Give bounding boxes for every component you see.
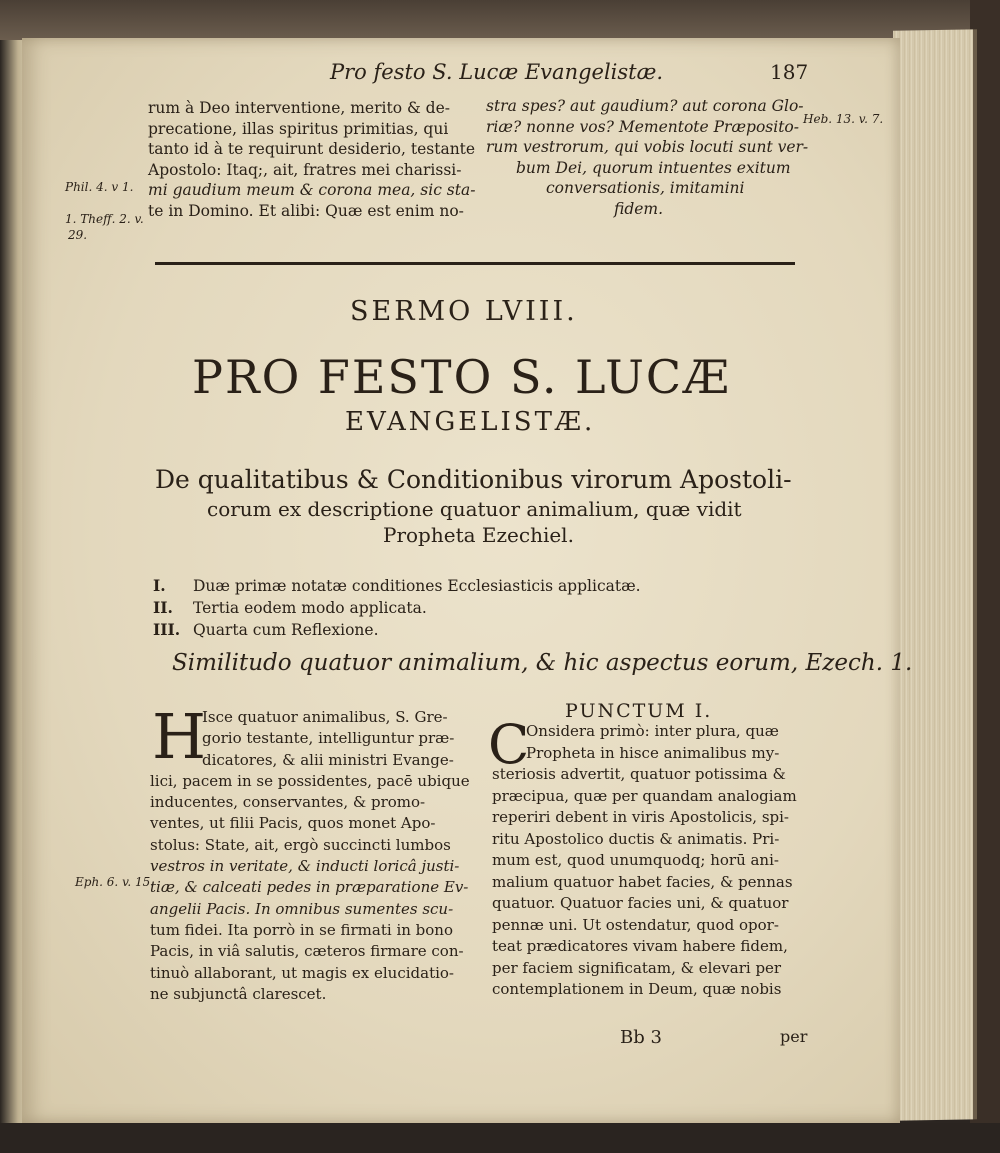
text-line: fidem.: [614, 199, 664, 218]
catchword: per: [780, 1027, 808, 1046]
outline-item: [153, 619, 641, 641]
margin-note-thess-num: 29.: [68, 228, 88, 242]
text-line: bum Dei, quorum intuentes exitum: [516, 158, 791, 177]
text-line: tinuò allaborant, ut magis ex elucidatio-: [150, 963, 454, 982]
body-left-column: [150, 700, 470, 1005]
punctum-heading: PUNCTUM I.: [565, 700, 713, 722]
body-right-column: [492, 721, 797, 1001]
outline-item: [153, 575, 641, 597]
page-number: 187: [770, 60, 809, 84]
book-cover-top: [0, 0, 1000, 40]
outline-item: [153, 597, 641, 619]
sermon-title: PRO FESTO S. LUCÆ: [192, 350, 732, 404]
text-line: Propheta in hisce animalibus my-: [526, 743, 780, 762]
text-line: Isce quatuor animalibus, S. Gre-: [202, 708, 448, 726]
dropcap-c: C: [488, 713, 530, 776]
text-line: stra spes? aut gaudium? aut corona Glo-: [486, 97, 804, 115]
running-title: Pro festo S. Lucæ Evangelistæ.: [330, 60, 664, 84]
text-line: pennæ uni. Ut ostendatur, quod opor-: [492, 915, 779, 934]
text-line: teat prædicatores vivam habere fidem,: [492, 937, 788, 955]
outline-text: Duæ primæ notatæ conditiones Ecclesiasticis applicatæ.: [193, 577, 641, 595]
sermon-subtitle: EVANGELISTÆ.: [345, 407, 596, 437]
outline-number: II.: [153, 598, 173, 617]
margin-note-eph: Eph. 6. v. 15.: [75, 875, 155, 889]
text-line: lici, pacem in se possidentes, pacē ubique: [150, 771, 470, 790]
text-line: te in Domino. Et alibi: Quæ est enim no-: [148, 201, 464, 220]
text-line: ne subjunctâ clarescet.: [150, 984, 327, 1003]
top-right-column: [486, 96, 808, 219]
text-line: inducentes, conservantes, & promo-: [150, 793, 426, 812]
text-line: tum fidei. Ita porrò in se firmati in bono: [150, 920, 453, 939]
text-line: steriosis advertit, quatuor potissima &: [492, 765, 786, 783]
page-fore-edge: [893, 29, 977, 1120]
text-line: mi gaudium meum & corona mea, sic sta-: [148, 181, 476, 199]
sermon-description-line-3: Propheta Ezechiel.: [383, 523, 574, 547]
text-line: Onsidera primò: inter plura, quæ: [526, 722, 779, 740]
section-rule: [155, 262, 795, 265]
text-line: rum à Deo interventione, merito & de-: [148, 99, 451, 117]
text-line: precatione, illas spiritus primitias, qui: [148, 119, 449, 138]
text-line: angelii Pacis. In omnibus sumentes scu-: [150, 899, 454, 918]
text-line: tiæ, & calceati pedes in præparatione Ev-: [150, 878, 469, 897]
text-line: Pacis, in viâ salutis, cæteros firmare con-: [150, 942, 464, 961]
outline-number: III.: [153, 620, 181, 639]
text-line: stolus: State, ait, ergò succincti lumbos: [150, 835, 451, 854]
text-line: dicatores, & alii ministri Evange-: [202, 750, 454, 769]
outline-text: Tertia eodem modo applicata.: [193, 599, 427, 617]
text-line: malium quatuor habet facies, & pennas: [492, 872, 793, 891]
text-line: contemplationem in Deum, quæ nobis: [492, 980, 782, 998]
sermon-outline: [153, 575, 641, 641]
dropcap-h: H: [152, 700, 207, 773]
text-line: tanto id à te requirunt desiderio, testante: [148, 140, 476, 158]
text-line: Apostolo: Itaq;, ait, fratres mei charissi-: [148, 160, 462, 179]
text-line: ventes, ut filii Pacis, quos monet Apo-: [150, 814, 436, 833]
text-line: reperiri debent in viris Apostolicis, spi-: [492, 808, 789, 826]
text-line: rum vestrorum, qui vobis locuti sunt ver-: [486, 138, 809, 156]
text-line: per faciem significatam, & elevari per: [492, 958, 782, 977]
outline-number: I.: [153, 576, 166, 595]
sermon-description-line-1: De qualitatibus & Conditionibus virorum Apostoli-: [155, 465, 792, 494]
text-line: mum est, quod unumquodq; horū ani-: [492, 851, 779, 869]
sermon-description-line-2: corum ex descriptione quatuor animalium, quæ vidit: [207, 497, 742, 521]
sermon-number: SERMO LVIII.: [350, 296, 578, 327]
text-line: ritu Apostolico ductis & animatis. Pri-: [492, 829, 780, 848]
top-left-column: [148, 98, 475, 221]
background-bottom: [0, 1123, 1000, 1153]
text-line: riæ? nonne vos? Mementote Præposito-: [486, 117, 799, 136]
margin-note-heb: Heb. 13. v. 7.: [803, 112, 884, 126]
text-line: gorio testante, intelliguntur præ-: [202, 729, 455, 748]
text-line: vestros in veritate, & inducti loricâ justi-: [150, 857, 460, 876]
margin-note-thess: 1. Theff. 2. v.: [65, 212, 144, 226]
scripture-verse: Similitudo quatuor animalium, & hic aspectus eorum, Ezech. 1.: [172, 650, 913, 676]
text-line: conversationis, imitamini: [546, 179, 745, 197]
outline-text: Quarta cum Reflexione.: [193, 621, 379, 639]
text-line: quatuor. Quatuor facies uni, & quatuor: [492, 894, 789, 912]
text-line: præcipua, quæ per quandam analogiam: [492, 786, 797, 805]
signature-mark: Bb 3: [620, 1027, 662, 1048]
margin-note-phil: Phil. 4. v 1.: [65, 180, 134, 194]
